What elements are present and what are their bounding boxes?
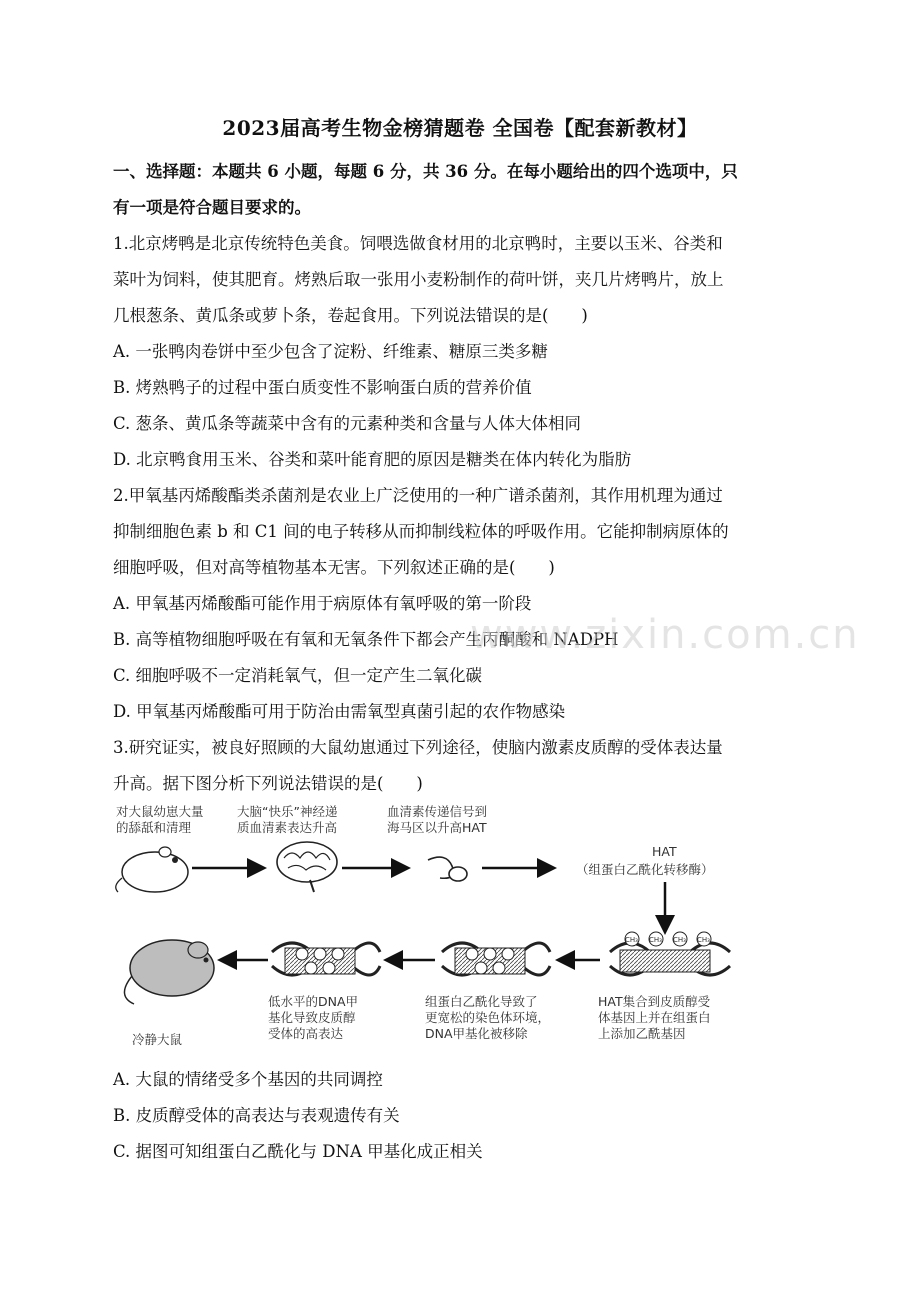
q2-option-b: B. 高等植物细胞呼吸在有氧和无氧条件下都会产生丙酮酸和 NADPH bbox=[113, 630, 619, 649]
q3-option-b: B. 皮质醇受体的高表达与表观遗传有关 bbox=[113, 1106, 400, 1125]
hat-enzyme-label: （组蛋白乙酰化转移酶） bbox=[576, 862, 714, 877]
q1-option-c: C. 葱条、黄瓜条等蔬菜中含有的元素种类和含量与人体大体相同 bbox=[113, 414, 582, 433]
q1-option-a: A. 一张鸭肉卷饼中至少包含了淀粉、纤维素、糖原三类多糖 bbox=[113, 342, 548, 361]
calm-rat-icon bbox=[124, 940, 214, 1004]
caption-hat-1: HAT集合到皮质醇受 bbox=[598, 994, 711, 1009]
hippocampus-icon bbox=[428, 857, 467, 881]
q2-stem-line3: 细胞呼吸，但对高等植物基本无害。下列叙述正确的是( ) bbox=[113, 558, 555, 577]
label-serotonin-1: 大脑“快乐”神经递 bbox=[237, 804, 338, 819]
q2-option-d: D. 甲氧基丙烯酸酯可用于防治由需氧型真菌引起的农作物感染 bbox=[113, 702, 566, 721]
caption-loosened-1: 组蛋白乙酰化导致了 bbox=[425, 994, 538, 1009]
q3-stem-line2: 升高。据下图分析下列说法错误的是( ) bbox=[113, 774, 423, 793]
caption-low-methylation-2: 基化导致皮质醇 bbox=[268, 1010, 356, 1025]
q2-stem-line1: 2.甲氧基丙烯酸酯类杀菌剂是农业上广泛使用的一种广谱杀菌剂，其作用机理为通过 bbox=[113, 486, 723, 505]
q3-option-c: C. 据图可知组蛋白乙酰化与 DNA 甲基化成正相关 bbox=[113, 1142, 483, 1161]
section-heading-line1: 一、选择题：本题共 6 小题，每题 6 分，共 36 分。在每小题给出的四个选项中，只 bbox=[113, 162, 738, 181]
q1-stem-line1: 1.北京烤鸭是北京传统特色美食。饲喂选做食材用的北京鸭时，主要以玉米、谷类和 bbox=[113, 234, 723, 253]
watermark: www.zixin.com.cn bbox=[470, 612, 860, 658]
page-title: 2023届高考生物金榜猜题卷 全国卷【配套新教材】 bbox=[222, 116, 698, 140]
acetyl-tag: CH₃ bbox=[673, 936, 686, 944]
q2-option-a: A. 甲氧基丙烯酸酯可能作用于病原体有氧呼吸的第一阶段 bbox=[113, 594, 532, 613]
epigenetics-pathway-figure bbox=[110, 800, 770, 1060]
acetyl-tag: CH₃ bbox=[697, 936, 710, 944]
label-lick-2: 的舔舐和清理 bbox=[116, 820, 192, 835]
section-heading-line2: 有一项是符合题目要求的。 bbox=[113, 198, 311, 217]
q1-option-b: B. 烤熟鸭子的过程中蛋白质变性不影响蛋白质的营养价值 bbox=[113, 378, 532, 397]
acetyl-tag: CH₃ bbox=[649, 936, 662, 944]
brain-icon bbox=[277, 842, 337, 892]
caption-hat-3: 上添加乙酰基因 bbox=[598, 1026, 686, 1041]
label-lick-1: 对大鼠幼崽大量 bbox=[116, 804, 204, 819]
hat-label: HAT bbox=[652, 844, 677, 859]
caption-loosened-3: DNA甲基化被移除 bbox=[425, 1026, 528, 1041]
baby-rat-icon bbox=[116, 847, 188, 892]
caption-loosened-2: 更宽松的染色体环境， bbox=[425, 1010, 551, 1025]
q2-stem-line2: 抑制细胞色素 b 和 C1 间的电子转移从而抑制线粒体的呼吸作用。它能抑制病原体的 bbox=[113, 522, 729, 541]
q2-option-c: C. 细胞呼吸不一定消耗氧气，但一定产生二氧化碳 bbox=[113, 666, 483, 685]
label-serotonin-2: 质血清素表达升高 bbox=[237, 820, 338, 835]
acetyl-tag: CH₃ bbox=[625, 936, 638, 944]
dna-acetylated-icon bbox=[610, 932, 730, 975]
q1-stem-line3: 几根葱条、黄瓜条或萝卜条，卷起食用。下列说法错误的是( ) bbox=[113, 306, 588, 325]
q1-option-d: D. 北京鸭食用玉米、谷类和菜叶能育肥的原因是糖类在体内转化为脂肪 bbox=[113, 450, 632, 469]
label-hippocampus-2: 海马区以升高HAT bbox=[387, 820, 487, 835]
caption-low-methylation-1: 低水平的DNA甲 bbox=[268, 994, 359, 1009]
q3-option-a: A. 大鼠的情绪受多个基因的共同调控 bbox=[113, 1070, 383, 1089]
dna-loosened-icon bbox=[442, 943, 550, 975]
dna-low-methylation-icon bbox=[272, 943, 380, 975]
caption-low-methylation-3: 受体的高表达 bbox=[268, 1026, 344, 1041]
q1-stem-line2: 菜叶为饲料，使其肥育。烤熟后取一张用小麦粉制作的荷叶饼，夹几片烤鸭片，放上 bbox=[113, 270, 724, 289]
label-hippocampus-1: 血清素传递信号到 bbox=[387, 804, 488, 819]
q3-stem-line1: 3.研究证实，被良好照顾的大鼠幼崽通过下列途径，使脑内激素皮质醇的受体表达量 bbox=[113, 738, 723, 757]
caption-hat-2: 体基因上并在组蛋白 bbox=[598, 1010, 711, 1025]
calm-rat-label: 冷静大鼠 bbox=[132, 1032, 183, 1047]
